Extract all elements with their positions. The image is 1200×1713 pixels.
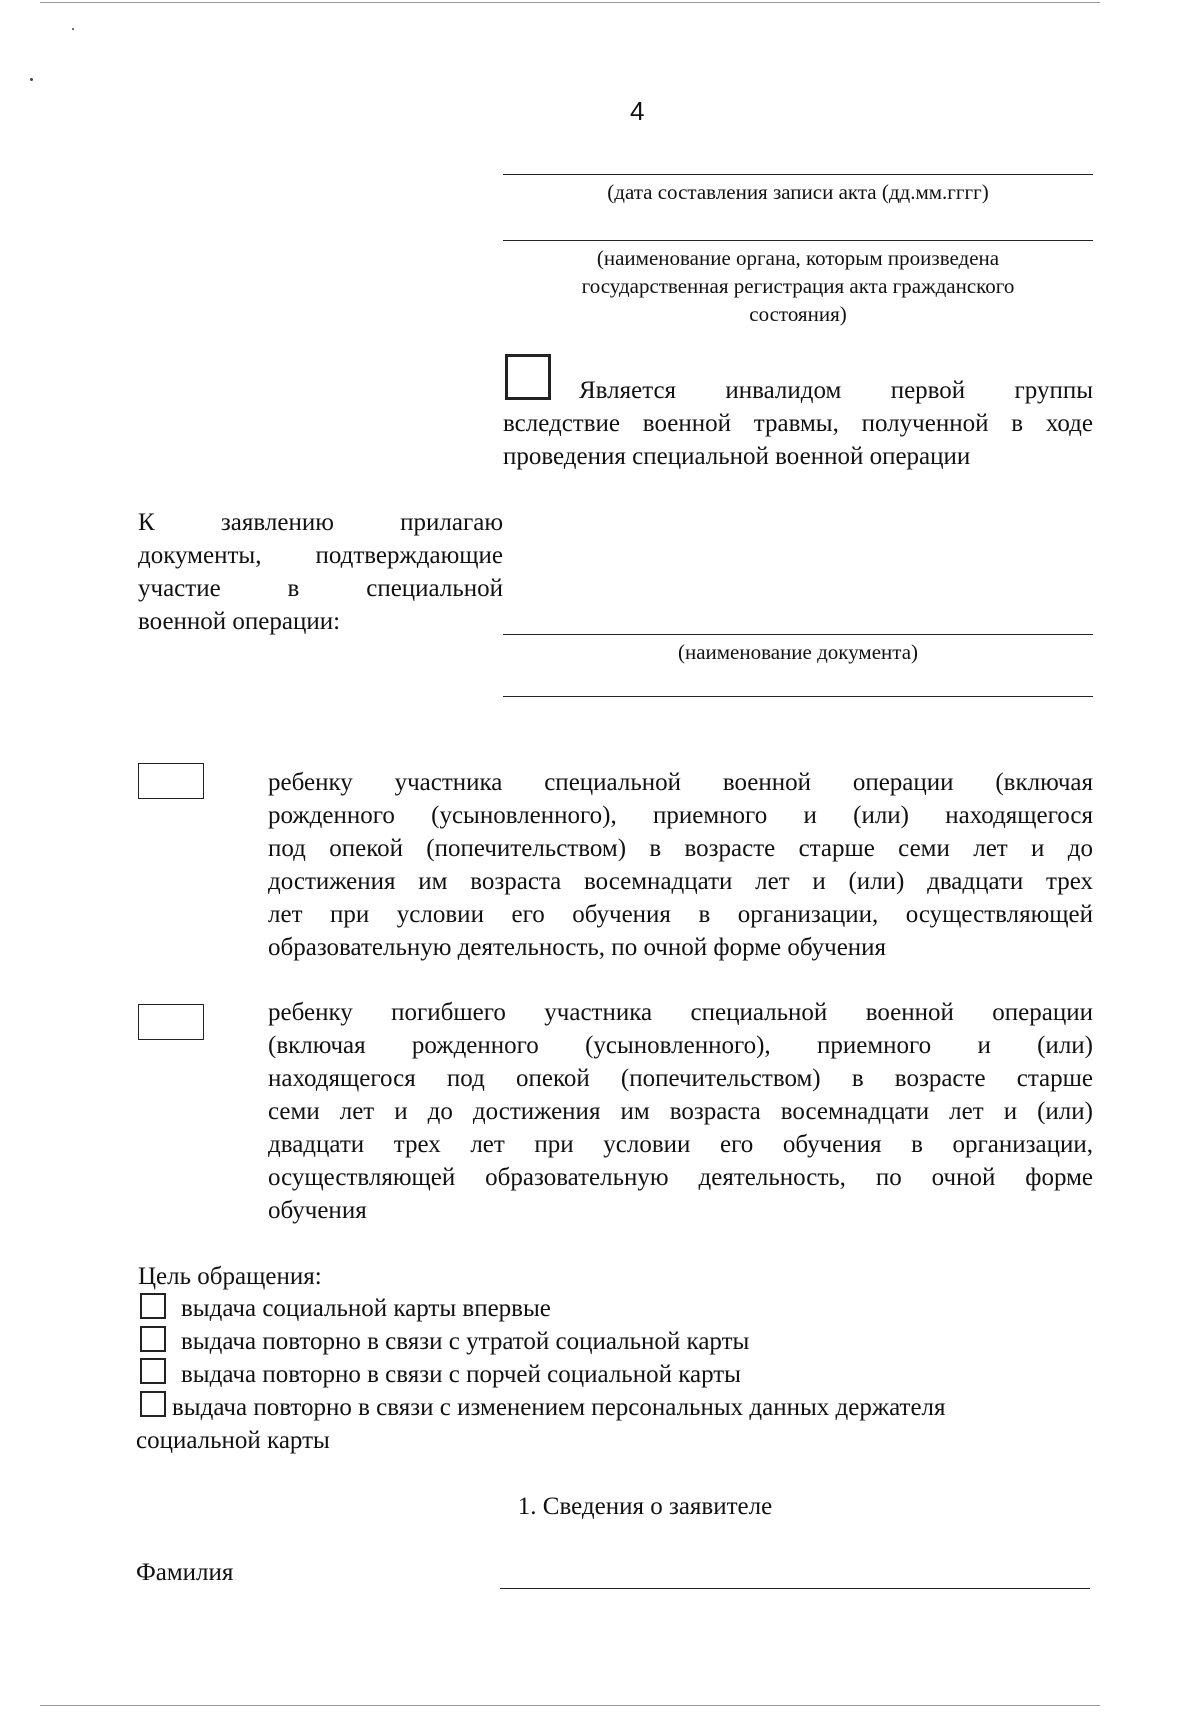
document-name-line-2 [503,696,1093,697]
document-name-line [503,634,1093,635]
purpose-option-3-checkbox[interactable] [140,1358,166,1384]
purpose-option-4-checkbox[interactable] [140,1391,166,1417]
surname-label: Фамилия [136,1559,234,1586]
record-date-line [503,174,1093,175]
disability-text: Является инвалидом первой группы вследствие военной травмы, полученной в ходе проведения специальной военной операции [503,377,1093,470]
scan-top-edge [40,2,1100,3]
page-number: 4 [630,96,645,126]
scan-bottom-edge [40,1705,1100,1706]
purpose-option-2-checkbox[interactable] [140,1326,166,1352]
surname-input-line[interactable] [500,1588,1090,1589]
purpose-option-4-label: выдача повторно в связи с изменением персональных данных держателя [172,1394,946,1421]
record-date-caption: (дата составления записи акта (дд.мм.гггг) [607,180,989,204]
section-heading: 1. Сведения о заявителе [517,1493,773,1520]
scan-speck [30,78,33,81]
child-checkbox[interactable] [138,763,204,799]
authority-caption: (наименование органа, которым произведена государственная регистрация акта гражданского состояния) [581,246,1015,326]
purpose-title: Цель обращения: [138,1263,322,1290]
attach-documents-label: К заявлению прилагаю документы, подтверждающие участие в специальной военной операции: [138,509,503,635]
deceased-child-checkbox[interactable] [138,1004,204,1040]
purpose-option-1-label: выдача социальной карты впервые [181,1295,551,1322]
purpose-option-2-label: выдача повторно в связи с утратой социальной карты [181,1328,750,1355]
purpose-option-1-checkbox[interactable] [140,1293,166,1319]
purpose-option-3-label: выдача повторно в связи с порчей социальной карты [181,1361,741,1388]
document-name-caption: (наименование документа) [677,640,919,664]
purpose-option-4-label-cont: социальной карты [136,1427,330,1454]
deceased-child-option-text: ребенку погибшего участника специальной военной операции (включая рожденного (усыновленного), приемного и (или) находящегося под опекой (попечительством) в возрасте старше семи лет и до достижения им возраста восемнадцати лет и (или) двадцати трех лет при условии его обучения в организации, осуществляющей образовательную деятельность, по очной форме обучения [268,999,1093,1224]
child-option-text: ребенку участника специальной военной операции (включая рожденного (усыновленного), приемного и (или) находящегося под опекой (попечительством) в возрасте старше семи лет и до достижения им возраста восемнадцати лет и (или) двадцати трех лет при условии его обучения в организации, осуществляющей образовательную деятельность, по очной форме обучения [268,769,1093,961]
authority-line [503,240,1093,241]
scan-speck [72,28,74,30]
